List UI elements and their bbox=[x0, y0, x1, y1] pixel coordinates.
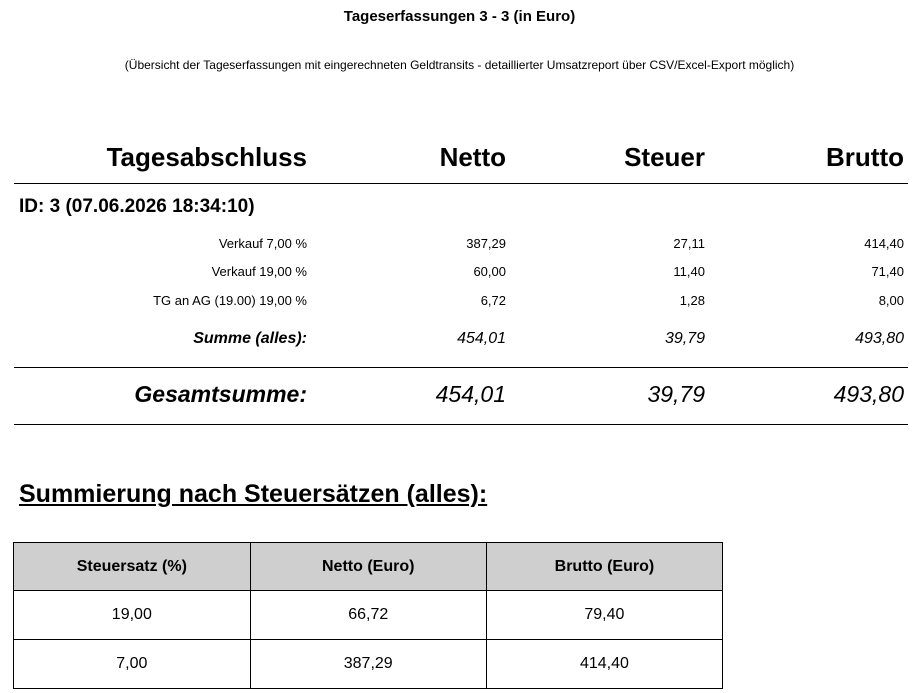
table-row bbox=[14, 293, 908, 313]
brutto-cell: 79,40 bbox=[486, 591, 722, 640]
total-label: Gesamtsumme: bbox=[134, 381, 307, 407]
column-header-netto: Netto bbox=[439, 142, 506, 172]
column-header-steuersatz: Steuersatz (%) bbox=[14, 543, 251, 591]
report-title: Tageserfassungen 3 - 3 (in Euro) bbox=[343, 8, 576, 25]
table-row bbox=[14, 264, 908, 284]
row-label: Verkauf 19,00 % bbox=[211, 264, 307, 279]
netto-cell: 66,72 bbox=[250, 591, 486, 640]
closing-id-line: ID: 3 (07.06.2026 18:34:10) bbox=[19, 196, 255, 217]
rates-section-title: Summierung nach Steuersätzen (alles): bbox=[19, 480, 488, 508]
total-steuer: 39,79 bbox=[647, 381, 705, 407]
column-header-steuer: Steuer bbox=[624, 142, 705, 172]
table-row bbox=[14, 591, 723, 640]
row-steuer: 11,40 bbox=[673, 264, 705, 279]
total-row bbox=[14, 381, 908, 409]
sum-steuer: 39,79 bbox=[664, 330, 705, 347]
row-steuer: 1,28 bbox=[679, 293, 705, 308]
table-row bbox=[14, 236, 908, 256]
row-brutto: 71,40 bbox=[871, 264, 904, 279]
row-netto: 60,00 bbox=[473, 264, 506, 279]
brutto-cell: 414,40 bbox=[486, 640, 722, 689]
column-header-brutto: Brutto bbox=[826, 142, 904, 172]
header-divider bbox=[14, 183, 908, 184]
total-netto: 454,01 bbox=[435, 381, 506, 407]
table-row bbox=[14, 640, 723, 689]
sum-brutto: 493,80 bbox=[855, 330, 904, 347]
column-header-tagesabschluss: Tagesabschluss bbox=[106, 142, 307, 172]
report-subtitle: (Übersicht der Tageserfassungen mit eingerechneten Geldtransits - detaillierter Umsatzreport über CSV/Excel-Export möglich) bbox=[124, 58, 795, 72]
column-header-brutto-euro: Brutto (Euro) bbox=[486, 543, 722, 591]
rates-header-row bbox=[14, 543, 723, 591]
column-header-netto-euro: Netto (Euro) bbox=[250, 543, 486, 591]
row-brutto: 414,40 bbox=[864, 236, 904, 251]
row-label: Verkauf 7,00 % bbox=[218, 236, 307, 251]
tax-rates-table bbox=[13, 542, 723, 689]
row-steuer: 27,11 bbox=[673, 236, 705, 251]
sum-netto: 454,01 bbox=[457, 330, 506, 347]
row-netto: 6,72 bbox=[480, 293, 506, 308]
rate-cell: 19,00 bbox=[14, 591, 251, 640]
total-divider-top bbox=[14, 367, 908, 368]
netto-cell: 387,29 bbox=[250, 640, 486, 689]
row-label: TG an AG (19.00) 19,00 % bbox=[153, 293, 307, 308]
total-brutto: 493,80 bbox=[833, 381, 904, 407]
sum-row bbox=[14, 330, 908, 350]
row-brutto: 8,00 bbox=[878, 293, 904, 308]
summary-header-row bbox=[14, 142, 908, 176]
rate-cell: 7,00 bbox=[14, 640, 251, 689]
sum-label: Summe (alles): bbox=[193, 330, 307, 347]
row-netto: 387,29 bbox=[466, 236, 506, 251]
total-divider-bottom bbox=[14, 424, 908, 425]
